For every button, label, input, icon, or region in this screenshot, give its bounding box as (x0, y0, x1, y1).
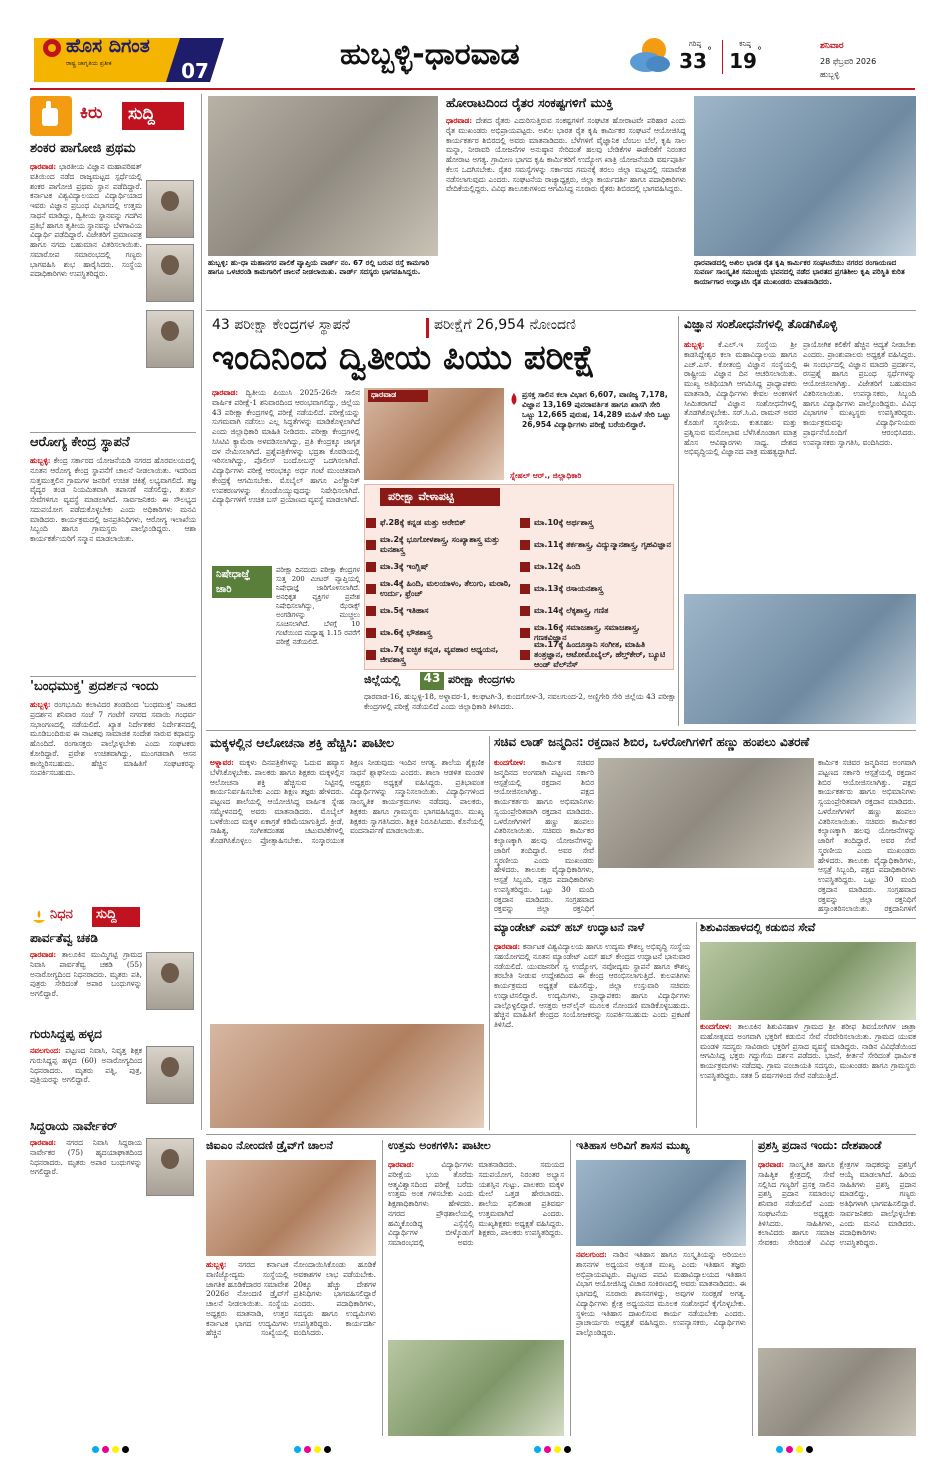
farmers-story-dateline: ಧಾರವಾಡ: (446, 116, 473, 125)
blood-camp-dateline: ಕುಂದಗೋಳ: (494, 758, 526, 767)
page-number: 07 (181, 60, 209, 82)
schedule-row (518, 578, 672, 600)
kiru-story3-text: ರಂಗಭೂಮಿ ಕಲಾವಿದರ ತಂಡದಿಂದ 'ಬಂಧಮುಕ್ತ' ನಾಟಕದ ಪ್ರದರ್ಶನ ಶನಿವಾರ ಸಂಜೆ 7 ಗಂಟೆಗೆ ನಗರದ ಸವಾಯಿ ಗಂಧರ್ವ ಸಭಾಂಗಣದಲ್ಲಿ ನಡೆಯಲಿದೆ. ಖ್ಯಾತ ನಿರ್ದೇಶಕರ ನಿರ್ದೇಶನದಲ್ಲಿ ಮೂಡಿಬಂದಿರುವ ಈ ನಾಟಕವು ಸಾಮಾಜಿಕ ಸಂದೇಶ ಸಾರುವ ಕಥಾವಸ್ತು ಹೊಂದಿದೆ. ರಂಗಾಸಕ್ತರು ಪಾಲ್ಗೊಳ್ಳಬೇಕು ಎಂದು ಸಂಘಟಕರು ಕೋರಿದ್ದಾರೆ. ಪ್ರವೇಶ ಉಚಿತವಾಗಿದ್ದು, ಮುಂಗಡವಾಗಿ ಆಸನ ಕಾಯ್ದಿರಿಸಬಹುದು. ಹೆಚ್ಚಿನ ಮಾಹಿತಿಗೆ ಸಂಘಟಕರನ್ನು ಸಂಪರ್ಕಿಸಬಹುದು. (30, 700, 196, 778)
obit2-name: ಗುರುಸಿದ್ದಪ್ಪ ಹಳ್ಳದ (30, 1028, 102, 1041)
kiru-story3-body (30, 700, 196, 900)
issue-city: ಹುಬ್ಬಳ್ಳಿ (820, 70, 840, 79)
marks-body (388, 1160, 564, 1336)
logo-block (30, 34, 228, 86)
history-headline: ಇತಿಹಾಸ ಅರಿವಿಗೆ ಶಾಸನ ಮುಖ್ಯ (576, 1140, 690, 1152)
hub-text: ಕರ್ನಾಟಕ ವಿಶ್ವವಿದ್ಯಾಲಯ ಹಾಗೂ ಉದ್ಯಮ ಕೌಶಲ್ಯ ಅಭಿವೃದ್ಧಿ ಸಂಸ್ಥೆಯ ಸಹಯೋಗದಲ್ಲಿ ನೂತನ ಮ್ಯಾಂಡೇಟ್ ಎಮ್ ಹಬ್ ಕೇಂದ್ರದ ಉದ್ಘಾಟನೆ ಭಾನುವಾರ ನಡೆಯಲಿದೆ. ಯುವಜನರಿಗೆ ಸ್ವ ಉದ್ಯೋಗ, ನವೋದ್ಯಮ ಸ್ಥಾಪನೆ ಹಾಗೂ ಕೌಶಲ್ಯ ತರಬೇತಿ ನೀಡುವ ಉದ್ದೇಶದಿಂದ ಈ ಕೇಂದ್ರ ಆರಂಭಿಸಲಾಗುತ್ತಿದೆ. ಕುಲಪತಿಗಳು ಕಾರ್ಯಕ್ರಮದ ಅಧ್ಯಕ್ಷತೆ ವಹಿಸಲಿದ್ದು, ಜಿಲ್ಲಾ ಉಸ್ತುವಾರಿ ಸಚಿವರು ಉದ್ಘಾಟಿಸಲಿದ್ದಾರೆ. ಉದ್ಯಮಿಗಳು, ಪ್ರಾಧ್ಯಾಪಕರು ಹಾಗೂ ವಿದ್ಯಾರ್ಥಿಗಳು ಪಾಲ್ಗೊಳ್ಳಲಿದ್ದಾರೆ. ಆಸಕ್ತರು ಆನ್‌ಲೈನ್ ಮೂಲಕ ನೋಂದಣಿ ಮಾಡಿಕೊಳ್ಳಬಹುದು. ಹೆಚ್ಚಿನ ಮಾಹಿತಿಗೆ ಕೇಂದ್ರದ ಸಂಯೋಜಕರನ್ನು ಸಂಪರ್ಕಿಸಬಹುದು ಎಂದು ಪ್ರಕಟಣೆ ತಿಳಿಸಿದೆ. (494, 942, 690, 1030)
blood-camp-text: ಕಾರ್ಮಿಕ ಸಚಿವರ ಜನ್ಮದಿನದ ಅಂಗವಾಗಿ ಪಟ್ಟಣದ ಸರ್ಕಾರಿ ಆಸ್ಪತ್ರೆಯಲ್ಲಿ ರಕ್ತದಾನ ಶಿಬಿರ ಆಯೋಜಿಸಲಾಗಿತ್ತು. ಪಕ್ಷದ ಕಾರ್ಯಕರ್ತರು ಹಾಗೂ ಅಭಿಮಾನಿಗಳು ಸ್ವಯಂಪ್ರೇರಿತವಾಗಿ ರಕ್ತದಾನ ಮಾಡಿದರು. ಒಳರೋಗಿಗಳಿಗೆ ಹಣ್ಣು ಹಂಪಲು ವಿತರಿಸಲಾಯಿತು. ಸಚಿವರು ಕಾರ್ಮಿಕರ ಕಲ್ಯಾಣಕ್ಕಾಗಿ ಹಲವು ಯೋಜನೆಗಳನ್ನು ಜಾರಿಗೆ ತಂದಿದ್ದಾರೆ. ಅವರ ಸೇವೆ ಸ್ಮರಣೀಯ ಎಂದು ಮುಖಂಡರು ಹೇಳಿದರು. ತಾಲೂಕು ವೈದ್ಯಾಧಿಕಾರಿಗಳು, ಆಸ್ಪತ್ರೆ ಸಿಬ್ಬಂದಿ, ಪಕ್ಷದ ಪದಾಧಿಕಾರಿಗಳು ಉಪಸ್ಥಿತರಿದ್ದರು. ಒಟ್ಟು 30 ಮಂದಿ ರಕ್ತದಾನ ಮಾಡಿದರು. ಸಂಗ್ರಹವಾದ ರಕ್ತವನ್ನು ಜಿಲ್ಲಾ ರಕ್ತನಿಧಿಗೆ (494, 758, 594, 914)
photo-label: ಧಾರವಾಡ (368, 390, 428, 402)
schedule-row (518, 556, 672, 578)
district-body: ಧಾರವಾಡ-16, ಹುಬ್ಬಳ್ಳಿ-18, ಅಳ್ನಾವರ-1, ಕಲಘಟಗಿ-3, ಕುಂದಗೋಳ-3, ನವಲಗುಂದ-2, ಅಣ್ಣಿಗೇರಿ ಸೇರಿ ಜಿಲ್ಲೆಯ 43 ಪರೀಕ್ಷಾ ಕೇಂದ್ರಗಳಲ್ಲಿ ಪರೀಕ್ಷೆ ನಡೆಯಲಿದೆ ಎಂದು ಜಿಲ್ಲಾಧಿಕಾರಿ ತಿಳಿಸಿದರು. (364, 692, 676, 711)
kiru-story1-dateline: ಧಾರವಾಡ: (30, 162, 57, 171)
column-divider (382, 1140, 383, 1436)
lead-dateline: ಧಾರವಾಡ: (212, 388, 239, 397)
schedule-row (364, 578, 514, 600)
edition-title: ಹುಬ್ಬಳ್ಳಿ-ಧಾರವಾಡ (340, 38, 520, 72)
road-work-photo (208, 96, 438, 256)
kadubu-headline: ಶಿಶುವಿನಹಾಳದಲ್ಲಿ ಕಡುಬಿನ ಸೇವೆ (700, 922, 816, 934)
registration-marks (776, 1446, 813, 1453)
kiru-story1-text: ಭಾರತೀಯ ವಿಜ್ಞಾನ ಮಹಾಪರಿಷತ್ ವತಿಯಿಂದ ನಡೆದ ರಾಜ್ಯಮಟ್ಟದ ಸ್ಪರ್ಧೆಯಲ್ಲಿ ಶಂಕರ ಪಾಗೋಜಿ ಪ್ರಥಮ ಸ್ಥಾನ ಪಡೆದಿದ್ದಾರೆ. ಕರ್ನಾಟಕ ವಿಶ್ವವಿದ್ಯಾಲಯದ ವಿದ್ಯಾರ್ಥಿಯಾದ ಇವರು ವಿಜ್ಞಾನ ಪ್ರಬಂಧ ವಿಭಾಗದಲ್ಲಿ ಉತ್ತಮ ಸಾಧನೆ ಮಾಡಿದ್ದು, ದ್ವಿತೀಯ ಸ್ಥಾನವನ್ನು ಗದಗಿನ ಪ್ರತಿಭೆ ಹಾಗೂ ತೃತೀಯ ಸ್ಥಾನವನ್ನು ಬೆಳಗಾವಿಯ ವಿದ್ಯಾರ್ಥಿ ಪಡೆದಿದ್ದಾರೆ. ವಿಜೇತರಿಗೆ ಪ್ರಮಾಣಪತ್ರ ಹಾಗೂ ನಗದು ಬಹುಮಾನ ವಿತರಿಸಲಾಯಿತು. ಸಮಾರೋಪ ಸಮಾರಂಭದಲ್ಲಿ ಗಣ್ಯರು ಭಾಗವಹಿಸಿ ಶುಭ ಹಾರೈಸಿದರು. ಸಂಸ್ಥೆಯ ಪದಾಧಿಕಾರಿಗಳು ಉಪಸ್ಥಿತರಿದ್ದರು. (30, 162, 142, 279)
marks-dateline: ಧಾರವಾಡ: (388, 1160, 415, 1169)
district-prefix: ಜಿಲ್ಲೆಯಲ್ಲಿ (364, 674, 401, 686)
portrait-photo (146, 244, 194, 302)
district-centers (364, 672, 676, 722)
school-event-photo (210, 1024, 484, 1128)
masthead-rule (30, 88, 915, 90)
hub-dateline: ಧಾರವಾಡ: (494, 942, 521, 951)
award-body (758, 1160, 916, 1344)
schedule-title: ಪರೀಕ್ಷಾ ವೇಳಾಪಟ್ಟಿ (380, 488, 500, 506)
schedule-row (518, 512, 672, 534)
schedule-item: ಮಾ.13ಕ್ಕೆ ರಸಾಯನಶಾಸ್ತ್ರ (534, 584, 603, 593)
kadubu-photo (700, 942, 916, 1020)
science-headline: ವಿಜ್ಞಾನ ಸಂಶೋಧನೆಗಳಲ್ಲಿ ತೊಡಗಿಕೊಳ್ಳಿ (684, 318, 838, 331)
kicker-divider (426, 318, 429, 338)
bullet-icon (366, 628, 376, 638)
award-photo (758, 1348, 916, 1436)
portrait-photo (146, 310, 194, 368)
kiru-story1-headline: ಶಂಕರ ಪಾಗೋಜಿ ಪ್ರಥಮ (30, 142, 136, 156)
divider (206, 1134, 916, 1135)
road-work-caption: ಹುಬ್ಬಳ್ಳಿ: ಹು-ಧಾ ಮಹಾನಗರ ಪಾಲಿಕೆ ವ್ಯಾಪ್ತಿಯ ವಾರ್ಡ್ ನಂ. 67 ರಲ್ಲಿ ಬರುವ ರಸ್ತೆ ಕಾಮಗಾರಿ ಹಾಗೂ ಒಳಚರಂಡಿ ಕಾಮಗಾರಿಗೆ ಚಾಲನೆ ನೀಡಲಾಯಿತು. ವಾರ್ಡ್ ಸದಸ್ಯರು ಭಾಗವಹಿಸಿದ್ದರು. (208, 258, 430, 277)
nidhana-title-a: ನಿಧನ (50, 908, 73, 922)
bullet-icon (366, 650, 376, 660)
hub-headline: ಮ್ಯಾಂಡೇಟ್ ಎಮ್ ಹಬ್ ಉದ್ಘಾಟನೆ ನಾಳೆ (494, 922, 645, 934)
stats-box (522, 390, 672, 470)
bullet-icon (520, 540, 530, 550)
history-dateline: ನವಲಗುಂದ: (576, 1250, 607, 1259)
registration-marks (534, 1446, 571, 1453)
degree-min: ° (757, 46, 762, 57)
obit3-text: ನಗರದ ನಿವಾಸಿ ಸಿದ್ದರಾಯ ನಾರ್ವೇಕರ (75) ಹೃದಯಾಘಾತದಿಂದ ನಿಧನರಾದರು. ಮೃತರು ಅಪಾರ ಬಂಧುಗಳನ್ನು ಅಗಲಿದ್ದಾರೆ. (30, 1138, 142, 1177)
thinking-text: ಮಕ್ಕಳು ದಿನಪತ್ರಿಕೆಗಳನ್ನು ಓದುವ ಹವ್ಯಾಸ ಬೆಳೆಸಿಕೊಳ್ಳಬೇಕು. ಪಾಲಕರು ಹಾಗೂ ಶಿಕ್ಷಕರು ಮಕ್ಕಳಲ್ಲಿನ ಆಲೋಚನಾ ಶಕ್ತಿ ಹೆಚ್ಚಿಸುವ ನಿಟ್ಟಿನಲ್ಲಿ ಕಾರ್ಯನಿರ್ವಹಿಸಬೇಕು ಎಂದು ಶಿಕ್ಷಣ ತಜ್ಞರು ಹೇಳಿದರು. ಪಟ್ಟಣದ ಶಾಲೆಯಲ್ಲಿ ಆಯೋಜಿಸಿದ್ದ ವಾರ್ಷಿಕ ಸ್ನೇಹ ಸಮ್ಮೇಳನದಲ್ಲಿ ಅವರು ಮಾತನಾಡಿದರು. ಮೊಬೈಲ್ ಬಳಕೆಯಿಂದ ಮಕ್ಕಳ ಏಕಾಗ್ರತೆ ಕಡಿಮೆಯಾಗುತ್ತಿದೆ. ಕ್ರೀಡೆ, ಸಾಹಿತ್ಯ, ಸಂಗೀತದಂತಹ ಚಟುವಟಿಕೆಗಳಲ್ಲಿ ತೊಡಗಿಸಿಕೊಳ್ಳಲು ಪ್ರೋತ್ಸಾಹಿಸಬೇಕು. ಸಂಸ್ಕಾರಯುತ ಶಿಕ್ಷಣ ನೀಡುವುದು ಇಂದಿನ ಅಗತ್ಯ. ಶಾಲೆಯ ಶೈಕ್ಷಣಿಕ ಸಾಧನೆ ಶ್ಲಾಘನೀಯ ಎಂದರು. ಶಾಲಾ ಆಡಳಿತ ಮಂಡಳಿ ಅಧ್ಯಕ್ಷರು ಅಧ್ಯಕ್ಷತೆ ವಹಿಸಿದ್ದರು. ಪ್ರತಿಭಾವಂತ ವಿದ್ಯಾರ್ಥಿಗಳನ್ನು ಸನ್ಮಾನಿಸಲಾಯಿತು. ವಿದ್ಯಾರ್ಥಿಗಳಿಂದ ಸಾಂಸ್ಕೃತಿಕ ಕಾರ್ಯಕ್ರಮಗಳು ನಡೆದವು. ಪಾಲಕರು, ಶಿಕ್ಷಕರು ಹಾಗೂ ಗ್ರಾಮಸ್ಥರು ಭಾಗವಹಿಸಿದ್ದರು. ಮುಖ್ಯ ಶಿಕ್ಷಕರು ಸ್ವಾಗತಿಸಿದರು. ಶಿಕ್ಷಕಿ ನಿರೂಪಿಸಿದರು. ಕೊನೆಯಲ್ಲಿ ವಂದನಾರ್ಪಣೆ ಮಾಡಲಾಯಿತು. (210, 758, 484, 846)
bottom-grid (206, 1140, 916, 1440)
issue-date: 28 ಫೆಬ್ರವರಿ 2026 (820, 57, 877, 66)
weekday: ಶನಿವಾರ (820, 42, 844, 51)
kadubu-dateline: ಕುಂದಗೋಳ: (700, 1022, 732, 1031)
portrait-photo (146, 180, 194, 238)
blood-camp-body-cont (818, 758, 916, 916)
lead-text: ದ್ವಿತೀಯ ಪಿಯುಸಿ 2025-26ನೇ ಸಾಲಿನ ವಾರ್ಷಿಕ ಪರೀಕ್ಷೆ-1 ಶನಿವಾರದಿಂದ ಆರಂಭವಾಗಲಿದ್ದು, ಜಿಲ್ಲೆಯ 43 ಪರೀಕ್ಷಾ ಕೇಂದ್ರಗಳಲ್ಲಿ ಪರೀಕ್ಷೆ ನಡೆಯಲಿದೆ. ಪರೀಕ್ಷೆಯನ್ನು ಸುಗಮವಾಗಿ ನಡೆಸಲು ಎಲ್ಲ ಸಿದ್ಧತೆಗಳನ್ನು ಮಾಡಿಕೊಳ್ಳಲಾಗಿದೆ ಎಂದು ಜಿಲ್ಲಾಧಿಕಾರಿ ಮಾಹಿತಿ ನೀಡಿದರು. ಪರೀಕ್ಷಾ ಕೇಂದ್ರಗಳಲ್ಲಿ ಸಿಸಿಟಿವಿ ಕ್ಯಾಮೆರಾ ಅಳವಡಿಸಲಾಗಿದ್ದು, ಪ್ರತಿ ಕೇಂದ್ರಕ್ಕೂ ಜಾಗೃತ ದಳ ನೇಮಿಸಲಾಗಿದೆ. ಪ್ರಶ್ನೆಪತ್ರಿಕೆಗಳನ್ನು ಭದ್ರತಾ ಕೊಠಡಿಯಲ್ಲಿ ಇರಿಸಲಾಗಿದ್ದು, ಪೊಲೀಸ್ ಬಂದೋಬಸ್ತ್ ಒದಗಿಸಲಾಗಿದೆ. ವಿದ್ಯಾರ್ಥಿಗಳು ಪರೀಕ್ಷೆ ಆರಂಭಕ್ಕೂ ಅರ್ಧ ಗಂಟೆ ಮುಂಚಿತವಾಗಿ ಕೇಂದ್ರಕ್ಕೆ ಆಗಮಿಸಬೇಕು. ಮೊಬೈಲ್ ಹಾಗೂ ಎಲೆಕ್ಟ್ರಾನಿಕ್ ಉಪಕರಣಗಳನ್ನು ಕೊಂಡೊಯ್ಯುವುದನ್ನು ನಿಷೇಧಿಸಲಾಗಿದೆ. ವಿದ್ಯಾರ್ಥಿಗಳಿಗೆ ಉಚಿತ ಬಸ್ ಪ್ರಯಾಣದ ವ್ಯವಸ್ಥೆ ಮಾಡಲಾಗಿದೆ. (212, 388, 360, 505)
kiru-suddi-column (30, 94, 196, 1130)
lead-headline: ಇಂದಿನಿಂದ ದ್ವಿತೀಯ ಪಿಯು ಪರೀಕ್ಷೆ (212, 340, 596, 378)
bullet-icon (520, 606, 530, 616)
column-divider (489, 736, 490, 1130)
kiru-story3-dateline: ಹುಬ್ಬಳ್ಳಿ: (30, 700, 51, 709)
schedule-row (364, 534, 514, 556)
schedule-row (518, 640, 672, 669)
farmers-story-headline: ಹೋರಾಟದಿಂದ ರೈತರ ಸಂಕಷ್ಟಗಳಿಗೆ ಮುಕ್ತಿ (446, 96, 614, 110)
obit2-body (30, 1046, 142, 1116)
blood-camp-headline: ಸಚಿವ ಲಾಡ್ ಜನ್ಮದಿನ: ರಕ್ತದಾನ ಶಿಬಿರ, ಒಳರೋಗಿಗಳಿಗೆ ಹಣ್ಣು ಹಂಪಲು ವಿತರಣೆ (494, 736, 810, 749)
schedule-item: ಮಾ.5ಕ್ಕೆ ಇತಿಹಾಸ (380, 606, 429, 615)
farmers-story-body (446, 116, 686, 300)
bullet-icon (366, 606, 376, 616)
award-text: ಸಾಂಸ್ಕೃತಿಕ ಹಾಗೂ ಸಾಹಿತ್ಯಿಕ ಕ್ಷೇತ್ರದಲ್ಲಿ ಸೇವೆ ಸಲ್ಲಿಸಿದ ಗಣ್ಯರಿಗೆ ಪ್ರಸಕ್ತ ಸಾಲಿನ ಪ್ರಶಸ್ತಿ ಪ್ರದಾನ ಸಮಾರಂಭ ಶನಿವಾರ ನಡೆಯಲಿದೆ ಎಂದು ಸಂಘಟನೆಯ ಅಧ್ಯಕ್ಷರು ತಿಳಿಸಿದರು. ಸಾಹಿತಿಗಳು, ಕಲಾವಿದರು ಹಾಗೂ ಸಮಾಜ ಸೇವಕರು ಸೇರಿದಂತೆ ವಿವಿಧ ಕ್ಷೇತ್ರಗಳ ಸಾಧಕರನ್ನು ಪ್ರಶಸ್ತಿಗೆ ಆಯ್ಕೆ ಮಾಡಲಾಗಿದೆ. ಹಿರಿಯ ಸಾಹಿತಿಗಳು ಪ್ರಶಸ್ತಿ ಪ್ರದಾನ ಮಾಡಲಿದ್ದು, ಗಣ್ಯರು ಅತಿಥಿಗಳಾಗಿ ಭಾಗವಹಿಸಲಿದ್ದಾರೆ. ಸಾರ್ವಜನಿಕರು ಪಾಲ್ಗೊಳ್ಳಬೇಕು ಎಂದು ಮನವಿ ಮಾಡಿದರು. ಪದಾಧಿಕಾರಿಗಳು ಉಪಸ್ಥಿತರಿದ್ದರು. (758, 1160, 916, 1248)
ban-title-b: ಜಾರಿ (216, 584, 232, 595)
award-headline: ಪ್ರಶಸ್ತಿ ಪ್ರದಾನ ಇಂದು: ದೇಶಪಾಂಡೆ (758, 1140, 882, 1152)
logo-tagline: ರಾಷ್ಟ್ರ ಜಾಗೃತಿಯ ಪ್ರತೀಕ (66, 60, 112, 67)
gim-photo (206, 1160, 376, 1256)
bullet-icon (520, 584, 530, 594)
thinking-dateline: ಅಳ್ನಾವರ: (210, 758, 234, 767)
farmers-story-text: ದೇಶದ ರೈತರು ಎದುರಿಸುತ್ತಿರುವ ಸಂಕಷ್ಟಗಳಿಗೆ ಸಂಘಟಿತ ಹೋರಾಟವೇ ಪರಿಹಾರ ಎಂದು ರೈತ ಮುಖಂಡರು ಅಭಿಪ್ರಾಯಪಟ್ಟರು. ಅಖಿಲ ಭಾರತ ರೈತ ಕೃಷಿ ಕಾರ್ಮಿಕರ ಸಂಘಟನೆ ಆಯೋಜಿಸಿದ್ದ ಕಾರ್ಯಕರ್ತರ ಶಿಬಿರದಲ್ಲಿ ಅವರು ಮಾತನಾಡಿದರು. ಬೆಳೆಗಳಿಗೆ ವೈಜ್ಞಾನಿಕ ಬೆಂಬಲ ಬೆಲೆ, ಕೃಷಿ ಸಾಲ ಮನ್ನಾ, ನೀರಾವರಿ ಯೋಜನೆಗಳ ಅನುಷ್ಠಾನ ಸೇರಿದಂತೆ ಹಲವು ಬೇಡಿಕೆಗಳ ಈಡೇರಿಕೆಗೆ ನಿರಂತರ ಹೋರಾಟ ಅಗತ್ಯ. ಗ್ರಾಮೀಣ ಭಾಗದ ಕೃಷಿ ಕಾರ್ಮಿಕರಿಗೆ ಉದ್ಯೋಗ ಖಾತ್ರಿ ಯೋಜನೆಯಡಿ ವರ್ಷಪೂರ್ತಿ ಕೆಲಸ ಒದಗಿಸಬೇಕು. ರೈತರ ಸಮಸ್ಯೆಗಳನ್ನು ಸರ್ಕಾರದ ಗಮನಕ್ಕೆ ತರಲು ಜಿಲ್ಲಾ ಮಟ್ಟದಲ್ಲಿ ಸಮಾವೇಶ ನಡೆಸಲಾಗುವುದು ಎಂದರು. ಸಂಘಟನೆಯ ರಾಜ್ಯಾಧ್ಯಕ್ಷರು, ಜಿಲ್ಲಾ ಕಾರ್ಯದರ್ಶಿ ಹಾಗೂ ಪದಾಧಿಕಾರಿಗಳು ವೇದಿಕೆಯಲ್ಲಿದ್ದರು. ವಿವಿಧ ತಾಲೂಕುಗಳಿಂದ ಆಗಮಿಸಿದ್ದ ನೂರಾರು ರೈತರು ಶಿಬಿರದಲ್ಲಿ ಭಾಗವಹಿಸಿದ್ದರು. (446, 116, 686, 194)
schedule-item: ಮಾ.3ಕ್ಕೆ ಇಂಗ್ಲಿಷ್ (380, 562, 429, 571)
schedule-item: ಮಾ.2ಕ್ಕೆ ಭೂಗೋಳಶಾಸ್ತ್ರ, ಸಂಖ್ಯಾಶಾಸ್ತ್ರ ಮತ್ತು ಮನಶಾಸ್ತ್ರ (380, 535, 500, 554)
column-divider (752, 1140, 753, 1436)
lamp-icon (30, 908, 48, 926)
lead-kicker-a: 43 ಪರೀಕ್ಷಾ ಕೇಂದ್ರಗಳ ಸ್ಥಾಪನೆ (212, 318, 351, 333)
schedule-item: ಫೆ.28ಕ್ಕೆ ಕನ್ನಡ ಮತ್ತು ಅರೇಬಿಕ್ (380, 518, 466, 527)
schedule-item: ಮಾ.4ಕ್ಕೆ ಹಿಂದಿ, ಮಲಯಾಳಂ, ತೆಲುಗು, ಮರಾಠಿ, ಉರ್ದು, ಫ್ರೆಂಚ್ (380, 579, 512, 598)
registration-marks (294, 1446, 331, 1453)
kiru-story2-text: ಕೇಂದ್ರ ಸರ್ಕಾರದ ಯೋಜನೆಯಡಿ ನಗರದ ಹೊರವಲಯದಲ್ಲಿ ನೂತನ ಆರೋಗ್ಯ ಕೇಂದ್ರ ಸ್ಥಾಪನೆಗೆ ಚಾಲನೆ ನೀಡಲಾಯಿತು. ಇದರಿಂದ ಸುತ್ತಮುತ್ತಲಿನ ಗ್ರಾಮಗಳ ಜನರಿಗೆ ಉಚಿತ ಚಿಕಿತ್ಸೆ ಲಭ್ಯವಾಗಲಿದೆ. ತಜ್ಞ ವೈದ್ಯರ ತಂಡ ನಿಯಮಿತವಾಗಿ ತಪಾಸಣೆ ನಡೆಸಲಿದ್ದು, ತುರ್ತು ಸೇವೆಗಳಿಗೂ ವ್ಯವಸ್ಥೆ ಮಾಡಲಾಗಿದೆ. ಸಾರ್ವಜನಿಕರು ಈ ಸೌಲಭ್ಯದ ಸದುಪಯೋಗ ಪಡೆದುಕೊಳ್ಳಬೇಕು ಎಂದು ಅಧಿಕಾರಿಗಳು ಮನವಿ ಮಾಡಿದರು. ಕಾರ್ಯಕ್ರಮದಲ್ಲಿ ಜನಪ್ರತಿನಿಧಿಗಳು, ಆರೋಗ್ಯ ಇಲಾಖೆಯ ಸಿಬ್ಬಂದಿ ಹಾಗೂ ಗ್ರಾಮಸ್ಥರು ಪಾಲ್ಗೊಂಡಿದ್ದರು. ಆಶಾ ಕಾರ್ಯಕರ್ತೆಯರಿಗೆ ಸನ್ಮಾನ ಮಾಡಲಾಯಿತು. (30, 456, 196, 544)
schedule-item: ಮಾ.6ಕ್ಕೆ ಭೌತಶಾಸ್ತ್ರ (380, 628, 432, 637)
nidhana-title-b: ಸುದ್ದಿ (92, 907, 140, 927)
kiru-story2-dateline: ಹುಬ್ಬಳ್ಳಿ: (30, 456, 51, 465)
obit3-name: ಸಿದ್ದರಾಯ ನಾರ್ವೇಕರ್ (30, 1120, 118, 1133)
thinking-body (210, 758, 484, 1020)
stats-text: ಪ್ರಸಕ್ತ ಸಾಲಿನ ಕಲಾ ವಿಭಾಗ 6,607, ವಾಣಿಜ್ಯ 7,178, ವಿಜ್ಞಾನ 13,169 ಪುನರಾವರ್ತಿತ ಹಾಗೂ ಖಾಸಗಿ ಸೇರಿ ಒಟ್ಟು 12,665 ಪುರುಷ, 14,289 ಮಹಿಳೆ ಸೇರಿ ಒಟ್ಟು 26,954 ವಿದ್ಯಾರ್ಥಿಗಳು ಪರೀಕ್ಷೆ ಬರೆಯಲಿದ್ದಾರೆ. (522, 390, 671, 430)
science-dateline: ಹುಬ್ಬಳ್ಳಿ: (684, 340, 705, 349)
schedule-row (364, 556, 514, 578)
obituary-photo (146, 952, 194, 1010)
science-text: ಕೆ.ಎಲ್.ಇ ಸಂಸ್ಥೆಯ ಶ್ರೀ ಕಾಡಸಿದ್ದೇಶ್ವರ ಕಲಾ ಮಹಾವಿದ್ಯಾಲಯ ಹಾಗೂ ಎಚ್.ಎಸ್. ಕೋತಂಬ್ರಿ ವಿಜ್ಞಾನ ಸಂಸ್ಥೆಯಲ್ಲಿ ರಾಷ್ಟ್ರೀಯ ವಿಜ್ಞಾನ ದಿನ ಆಚರಿಸಲಾಯಿತು. ಮುಖ್ಯ ಅತಿಥಿಯಾಗಿ ಆಗಮಿಸಿದ್ದ ಪ್ರಾಧ್ಯಾಪಕರು ಮಾತನಾಡಿ, ವಿದ್ಯಾರ್ಥಿಗಳು ಕೇವಲ ಅಂಕಗಳಿಗೆ ಸೀಮಿತರಾಗದೆ ವಿಜ್ಞಾನ ಸಂಶೋಧನೆಗಳಲ್ಲಿ ತೊಡಗಿಕೊಳ್ಳಬೇಕು. ಸರ್.ಸಿ.ವಿ. ರಾಮನ್ ಅವರ ಕೊಡುಗೆ ಸ್ಮರಣೀಯ. ಕುತೂಹಲ ಮತ್ತು ಪ್ರಶ್ನಿಸುವ ಮನೋಭಾವ ಬೆಳೆಸಿಕೊಂಡಾಗ ಮಾತ್ರ ಹೊಸ ಆವಿಷ್ಕಾರಗಳು ಸಾಧ್ಯ. ದೇಶದ ಅಭಿವೃದ್ಧಿಯಲ್ಲಿ ವಿಜ್ಞಾನದ ಪಾತ್ರ ಮಹತ್ವದ್ದಾಗಿದೆ. ಪ್ರಾಯೋಗಿಕ ಕಲಿಕೆಗೆ ಹೆಚ್ಚಿನ ಆದ್ಯತೆ ನೀಡಬೇಕು ಎಂದರು. ಪ್ರಾಂಶುಪಾಲರು ಅಧ್ಯಕ್ಷತೆ ವಹಿಸಿದ್ದರು. ಈ ಸಂದರ್ಭದಲ್ಲಿ ವಿಜ್ಞಾನ ಮಾದರಿ ಪ್ರದರ್ಶನ, ರಸಪ್ರಶ್ನೆ ಹಾಗೂ ಪ್ರಬಂಧ ಸ್ಪರ್ಧೆಗಳನ್ನು ಆಯೋಜಿಸಲಾಗಿತ್ತು. ವಿಜೇತರಿಗೆ ಬಹುಮಾನ ವಿತರಿಸಲಾಯಿತು. ಉಪನ್ಯಾಸಕರು, ಸಿಬ್ಬಂದಿ ಹಾಗೂ ವಿದ್ಯಾರ್ಥಿಗಳು ಪಾಲ್ಗೊಂಡಿದ್ದರು. ವಿವಿಧ ವಿಭಾಗಗಳ ಮುಖ್ಯಸ್ಥರು ಉಪಸ್ಥಿತರಿದ್ದರು. ಕಾರ್ಯಕ್ರಮವನ್ನು ವಿದ್ಯಾರ್ಥಿನಿಯರು ಪ್ರಾರ್ಥನೆಯೊಂದಿಗೆ ಆರಂಭಿಸಿದರು. ಉಪನ್ಯಾಸಕರು ಸ್ವಾಗತಿಸಿ, ವಂದಿಸಿದರು. (684, 340, 916, 457)
schedule-item: ಮಾ.12ಕ್ಕೆ ಹಿಂದಿ (534, 562, 581, 571)
schedule-row (364, 600, 514, 622)
kadubu-body (700, 1022, 916, 1128)
obit2-dateline: ನವಲಗುಂದ: (30, 1046, 61, 1055)
history-photo (576, 1160, 746, 1246)
schedule-item: ಮಾ.17ಕ್ಕೆ ಹಿಂದೂಸ್ತಾನಿ ಸಂಗೀತ, ಮಾಹಿತಿ ತಂತ್ರಜ್ಞಾನ, ಆಟೋಮೊಬೈಲ್, ಹೆಲ್ತ್‌ಕೇರ್, ಬ್ಯೂಟಿ ಆಂಡ್ ವೆಲ್‌ನೆಸ್ (534, 640, 666, 669)
schedule-row (518, 600, 672, 622)
ban-box (212, 566, 360, 670)
farmers-workshop-caption: ಧಾರವಾಡದಲ್ಲಿ ಅಖಿಲ ಭಾರತ ರೈತ ಕೃಷಿ ಕಾರ್ಮಿಕರ ಸಂಘಟನೆಯು ನಗರದ ರಂಗಾಯಣದ ಸುವರ್ಣ ಸಾಂಸ್ಕೃತಿಕ ಸಮುಚ್ಚಯ ಭವನದಲ್ಲಿ ನಡೆದ ಭಾರತದ ಪ್ರಗತಿಶೀಲ ಕೃಷಿ ಪರಿಸ್ಥಿತಿ ಕುರಿತ ಕಾರ್ಯಾಗಾರ ಉದ್ಘಾಟಿಸಿ ರೈತ ಮುಖಂಡರು ಮಾತನಾಡಿದರು. (694, 258, 905, 286)
column-divider (696, 922, 697, 1128)
schedule-row (364, 644, 514, 666)
min-temp: 19 (729, 50, 757, 73)
history-body (576, 1250, 746, 1434)
marks-text: ವಿದ್ಯಾರ್ಥಿಗಳು ಪರೀಕ್ಷೆಯ ಭಯ ತೊರೆದು ಆತ್ಮವಿಶ್ವಾಸದಿಂದ ಪರೀಕ್ಷೆ ಬರೆದು ಉತ್ತಮ ಅಂಕ ಗಳಿಸಬೇಕು ಎಂದು ಶಿಕ್ಷಣಾಧಿಕಾರಿಗಳು ಹೇಳಿದರು. ನಗರದ ಪ್ರೌಢಶಾಲೆಯಲ್ಲಿ ಹಮ್ಮಿಕೊಂಡಿದ್ದ ಎಸ್ಸೆಸ್ಸೆಲ್ಸಿ ವಿದ್ಯಾರ್ಥಿಗಳ ಬೀಳ್ಕೊಡುಗೆ ಸಮಾರಂಭದಲ್ಲಿ ಅವರು ಮಾತನಾಡಿದರು. ಸಮಯದ ಸದುಪಯೋಗ, ನಿರಂತರ ಅಭ್ಯಾಸ ಯಶಸ್ಸಿನ ಗುಟ್ಟು. ಪಾಲಕರು ಮಕ್ಕಳ ಮೇಲೆ ಒತ್ತಡ ಹೇರಬಾರದು. ಶಾಲೆಯ ಫಲಿತಾಂಶ ಪ್ರತಿವರ್ಷ ಉತ್ತಮವಾಗಿದೆ ಎಂದರು. ಮುಖ್ಯಶಿಕ್ಷಕರು ಅಧ್ಯಕ್ಷತೆ ವಹಿಸಿದ್ದರು. ಶಿಕ್ಷಕರು, ಪಾಲಕರು ಉಪಸ್ಥಿತರಿದ್ದರು. (388, 1160, 564, 1248)
hub-body (494, 942, 690, 1128)
obit1-dateline: ಧಾರವಾಡ: (30, 950, 57, 959)
thinking-headline: ಮಕ್ಕಳಲ್ಲಿನ ಆಲೋಚನಾ ಶಕ್ತಿ ಹೆಚ್ಚಿಸಿ: ಪಾಟೀಲ (210, 736, 395, 750)
column-divider (201, 94, 202, 1130)
district-suffix: ಪರೀಕ್ಷಾ ಕೇಂದ್ರಗಳು (448, 674, 515, 686)
nidhana-header (30, 906, 196, 928)
column-divider (570, 1140, 571, 1436)
ban-body: ಪರೀಕ್ಷಾ ದಿನದಂದು ಪರೀಕ್ಷಾ ಕೇಂದ್ರಗಳ ಸುತ್ತ 200 ಮೀಟರ್ ವ್ಯಾಪ್ತಿಯಲ್ಲಿ ನಿಷೇಧಾಜ್ಞೆ ಜಾರಿಗೊಳಿಸಲಾಗಿದೆ. ಅನಧಿಕೃತ ವ್ಯಕ್ತಿಗಳ ಪ್ರವೇಶ ನಿಷೇಧಿಸಲಾಗಿದ್ದು, ಝೆರಾಕ್ಸ್ ಅಂಗಡಿಗಳನ್ನು ಮುಚ್ಚಲು ಸೂಚಿಸಲಾಗಿದೆ. ಬೆಳಗ್ಗೆ 10 ಗಂಟೆಯಿಂದ ಮಧ್ಯಾಹ್ನ 1.15 ರವರೆಗೆ ಪರೀಕ್ಷೆ ನಡೆಯಲಿದೆ. (276, 566, 360, 646)
max-temp-label: ಗರಿಷ್ಠ (688, 40, 702, 48)
schedule-item: ಮಾ.7ಕ್ಕೆ ಐಚ್ಛಿಕ ಕನ್ನಡ, ವ್ಯವಹಾರ ಅಧ್ಯಯನ, ಜೀವಶಾಸ್ತ್ರ (380, 645, 499, 664)
bullet-icon (366, 562, 376, 572)
gim-text: ನಗರದ ಕರ್ನಾಟಕ ವಾಣಿಜ್ಯೋದ್ಯಮ ಸಂಸ್ಥೆಯಲ್ಲಿ ಜಾಗತಿಕ ಹೂಡಿಕೆದಾರರ ಸಮಾವೇಶ 2026ರ ನೋಂದಣಿ ಡ್ರೈವ್‌ಗೆ ಚಾಲನೆ ನೀಡಲಾಯಿತು. ಸಂಸ್ಥೆಯ ಅಧ್ಯಕ್ಷರು ಮಾತನಾಡಿ, ಉತ್ತರ ಕರ್ನಾಟಕ ಭಾಗದ ಉದ್ಯಮಿಗಳು ಹೆಚ್ಚಿನ ಸಂಖ್ಯೆಯಲ್ಲಿ ನೋಂದಾಯಿಸಿಕೊಂಡು ಹೂಡಿಕೆ ಅವಕಾಶಗಳ ಲಾಭ ಪಡೆಯಬೇಕು. 20ಕ್ಕೂ ಹೆಚ್ಚು ದೇಶಗಳ ಪ್ರತಿನಿಧಿಗಳು ಭಾಗವಹಿಸಲಿದ್ದಾರೆ ಎಂದರು. ಪದಾಧಿಕಾರಿಗಳು, ಸದಸ್ಯರು ಹಾಗೂ ಉದ್ಯಮಿಗಳು ಉಪಸ್ಥಿತರಿದ್ದರು. ಕಾರ್ಯದರ್ಶಿ ವಂದಿಸಿದರು. (206, 1260, 376, 1338)
obit2-text: ಪಟ್ಟಣದ ನಿವಾಸಿ, ನಿವೃತ್ತ ಶಿಕ್ಷಕ ಗುರುಸಿದ್ದಪ್ಪ ಹಳ್ಳದ (60) ಅನಾರೋಗ್ಯದಿಂದ ನಿಧನರಾದರು. ಮೃತರು ಪತ್ನಿ, ಪುತ್ರ, ಪುತ್ರಿಯರನ್ನು ಅಗಲಿದ್ದಾರೆ. (30, 1046, 142, 1085)
degree-max: ° (707, 46, 712, 57)
award-dateline: ಧಾರವಾಡ: (758, 1160, 785, 1169)
masthead (0, 0, 945, 92)
obituary-photo (146, 1046, 194, 1104)
obit1-name: ಪಾರ್ವತೆವ್ವ ಚಕಡಿ (30, 932, 98, 945)
kiru-story2-headline: ಆರೋಗ್ಯ ಕೇಂದ್ರ ಸ್ಥಾಪನೆ (30, 436, 130, 450)
marks-photo (388, 1340, 564, 1436)
schedule-row (364, 512, 514, 534)
farmers-workshop-photo (694, 96, 916, 256)
district-count: 43 (420, 672, 444, 690)
schedule-row (364, 622, 514, 644)
temp-divider (722, 40, 723, 74)
registration-marks (92, 1446, 129, 1453)
kiru-story3-headline: 'ಬಂಧಮುಕ್ತ' ಪ್ರದರ್ಶನ ಇಂದು (30, 680, 159, 694)
lead-kicker-b: ಪರೀಕ್ಷೆಗೆ 26,954 ನೋಂದಣಿ (434, 318, 576, 333)
science-day-photo (684, 594, 916, 724)
blood-camp-body (494, 758, 594, 916)
drop-icon (508, 392, 520, 406)
logo-text: ಹೊಸ ದಿಗಂತ (66, 36, 150, 57)
bullet-icon (520, 628, 530, 638)
divider (206, 310, 916, 311)
bullet-icon (520, 650, 530, 660)
obit3-dateline: ಧಾರವಾಡ: (30, 1138, 57, 1147)
schedule-row (518, 534, 672, 556)
max-temp: 33 (679, 50, 707, 73)
blood-camp-text-cont: ಕಾರ್ಮಿಕ ಸಚಿವರ ಜನ್ಮದಿನದ ಅಂಗವಾಗಿ ಪಟ್ಟಣದ ಸರ್ಕಾರಿ ಆಸ್ಪತ್ರೆಯಲ್ಲಿ ರಕ್ತದಾನ ಶಿಬಿರ ಆಯೋಜಿಸಲಾಗಿತ್ತು. ಪಕ್ಷದ ಕಾರ್ಯಕರ್ತರು ಹಾಗೂ ಅಭಿಮಾನಿಗಳು ಸ್ವಯಂಪ್ರೇರಿತವಾಗಿ ರಕ್ತದಾನ ಮಾಡಿದರು. ಒಳರೋಗಿಗಳಿಗೆ ಹಣ್ಣು ಹಂಪಲು ವಿತರಿಸಲಾಯಿತು. ಸಚಿವರು ಕಾರ್ಮಿಕರ ಕಲ್ಯಾಣಕ್ಕಾಗಿ ಹಲವು ಯೋಜನೆಗಳನ್ನು ಜಾರಿಗೆ ತಂದಿದ್ದಾರೆ. ಅವರ ಸೇವೆ ಸ್ಮರಣೀಯ ಎಂದು ಮುಖಂಡರು ಹೇಳಿದರು. ತಾಲೂಕು ವೈದ್ಯಾಧಿಕಾರಿಗಳು, ಆಸ್ಪತ್ರೆ ಸಿಬ್ಬಂದಿ, ಪಕ್ಷದ ಪದಾಧಿಕಾರಿಗಳು ಉಪಸ್ಥಿತರಿದ್ದರು. ಒಟ್ಟು 30 ಮಂದಿ ರಕ್ತದಾನ ಮಾಡಿದರು. ಸಂಗ್ರಹವಾದ ರಕ್ತವನ್ನು ಜಿಲ್ಲಾ ರಕ್ತನಿಧಿಗೆ ಹಸ್ತಾಂತರಿಸಲಾಯಿತು. ರಕ್ತದಾನಿಗಳಿಗೆ (818, 758, 916, 914)
marks-headline: ಉತ್ತಮ ಅಂಕಗಳಿಸಿ: ಪಾಟೀಲ (388, 1140, 491, 1152)
science-body (684, 340, 916, 590)
kiru-title-b: ಸುದ್ದಿ (122, 102, 184, 130)
kadubu-text: ತಾಲೂಕಿನ ಶಿಶುವಿನಹಾಳ ಗ್ರಾಮದ ಶ್ರೀ ಶರೀಫ ಶಿವಯೋಗಿಗಳ ಜಾತ್ರಾ ಮಹೋತ್ಸವದ ಅಂಗವಾಗಿ ಭಕ್ತರಿಗೆ ಕಡುಬಿನ ಸೇವೆ ನೆರವೇರಿಸಲಾಯಿತು. ಗ್ರಾಮದ ಯುವಕ ಮಂಡಳಿ ಸದಸ್ಯರು ಸಾವಿರಾರು ಭಕ್ತರಿಗೆ ಪ್ರಸಾದ ವ್ಯವಸ್ಥೆ ಮಾಡಿದ್ದರು. ನಾಡಿನ ವಿವಿಧೆಡೆಯಿಂದ ಆಗಮಿಸಿದ್ದ ಭಕ್ತರು ಗದ್ದುಗೆಯ ದರ್ಶನ ಪಡೆದರು. ಭಜನೆ, ಕೀರ್ತನೆ ಸೇರಿದಂತೆ ಧಾರ್ಮಿಕ ಕಾರ್ಯಕ್ರಮಗಳು ನಡೆದವು. ಗ್ರಾಮ ಪಂಚಾಯತಿ ಸದಸ್ಯರು, ಮುಖಂಡರು ಹಾಗೂ ಗ್ರಾಮಸ್ಥರು ಉಪಸ್ಥಿತರಿದ್ದರು. ಸತತ 5 ವರ್ಷಗಳಿಂದ ಸೇವೆ ನಡೆಯುತ್ತಿದೆ. (700, 1022, 916, 1080)
schedule-item: ಮಾ.11ಕ್ಕೆ ತರ್ಕಶಾಸ್ತ್ರ, ವಿದ್ಯುನ್ಮಾನಶಾಸ್ತ್ರ, ಗೃಹವಿಜ್ಞಾನ (534, 540, 671, 549)
kiru-title-a: ಕಿರು (80, 104, 103, 123)
divider (206, 730, 916, 731)
gim-headline-text: ಜಿಐಎಂ ನೋಂದಣಿ ಡ್ರೈವ್‌ಗೆ ಚಾಲನೆ (206, 1140, 333, 1152)
kiru-story1-body (30, 162, 142, 426)
divider (30, 432, 196, 433)
divider (30, 676, 196, 677)
divider (494, 918, 916, 919)
kiru-header (30, 96, 196, 136)
ban-title-a: ನಿಷೇಧಾಜ್ಞೆ (212, 566, 272, 598)
gim-dateline: ಹುಬ್ಬಳ್ಳಿ: (206, 1260, 227, 1269)
schedule-item: ಮಾ.14ಕ್ಕೆ ಲೆಕ್ಕಶಾಸ್ತ್ರ, ಗಣಿತ (534, 606, 609, 615)
schedule-item: ಮಾ.16ಕ್ಕೆ ಸಮಾಜಶಾಸ್ತ್ರ, ಸಮಾಜಶಾಸ್ತ್ರ, ಗಣಕವಿಜ್ಞಾನ (534, 623, 640, 642)
obit1-text: ತಾಲೂಕಿನ ಮುಮ್ಮಿಗಟ್ಟಿ ಗ್ರಾಮದ ನಿವಾಸಿ ಪಾರ್ವತೆವ್ವ ಚಕಡಿ (55) ಅನಾರೋಗ್ಯದಿಂದ ನಿಧನರಾದರು. ಮೃತರು ಪತಿ, ಪುತ್ರರು ಸೇರಿದಂತೆ ಅಪಾರ ಬಂಧುಗಳನ್ನು ಅಗಲಿದ್ದಾರೆ. (30, 950, 142, 999)
history-text: ನಾಡಿನ ಇತಿಹಾಸ ಹಾಗೂ ಸಂಸ್ಕೃತಿಯನ್ನು ಅರಿಯಲು ಶಾಸನಗಳ ಅಧ್ಯಯನ ಅತ್ಯಂತ ಮುಖ್ಯ ಎಂದು ಇತಿಹಾಸ ತಜ್ಞರು ಅಭಿಪ್ರಾಯಪಟ್ಟರು. ಪಟ್ಟಣದ ಪದವಿ ಮಹಾವಿದ್ಯಾಲಯದ ಇತಿಹಾಸ ವಿಭಾಗ ಆಯೋಜಿಸಿದ್ದ ವಿಚಾರ ಸಂಕಿರಣದಲ್ಲಿ ಅವರು ಮಾತನಾಡಿದರು. ಈ ಭಾಗದಲ್ಲಿ ನೂರಾರು ಶಾಸನಗಳಿದ್ದು, ಅವುಗಳ ಸಂರಕ್ಷಣೆ ಅಗತ್ಯ. ವಿದ್ಯಾರ್ಥಿಗಳು ಕ್ಷೇತ್ರ ಅಧ್ಯಯನದ ಮೂಲಕ ಸಂಶೋಧನೆ ಕೈಗೊಳ್ಳಬೇಕು. ಸ್ಥಳೀಯ ಇತಿಹಾಸ ದಾಖಲಿಸುವ ಕಾರ್ಯ ನಡೆಯಬೇಕು ಎಂದರು. ಪ್ರಾಚಾರ್ಯರು ಅಧ್ಯಕ್ಷತೆ ವಹಿಸಿದ್ದರು. ಉಪನ್ಯಾಸಕರು, ವಿದ್ಯಾರ್ಥಿಗಳು ಪಾಲ್ಗೊಂಡಿದ್ದರು. (576, 1250, 746, 1338)
min-temp-label: ಕನಿಷ್ಠ (739, 40, 751, 48)
stats-signature: ಸ್ನೇಹಲ್ ಆರ್., ಜಿಲ್ಲಾಧಿಕಾರಿ (510, 472, 582, 480)
blood-camp-photo (598, 758, 814, 868)
bullet-icon (366, 540, 376, 550)
kiru-story2-body (30, 456, 196, 674)
schedule-item: ಮಾ.10ಕ್ಕೆ ಅರ್ಥಶಾಸ್ತ್ರ (534, 518, 594, 527)
bullet-icon (366, 518, 376, 528)
column-divider (678, 316, 679, 726)
weather-cloud-icon (624, 34, 674, 78)
bullet-icon (366, 584, 376, 594)
bullet-icon (520, 562, 530, 572)
bullet-icon (520, 518, 530, 528)
hand-point-icon (30, 96, 72, 136)
obit1-body (30, 950, 142, 1024)
lead-body (212, 388, 360, 562)
gim-body (206, 1260, 376, 1434)
